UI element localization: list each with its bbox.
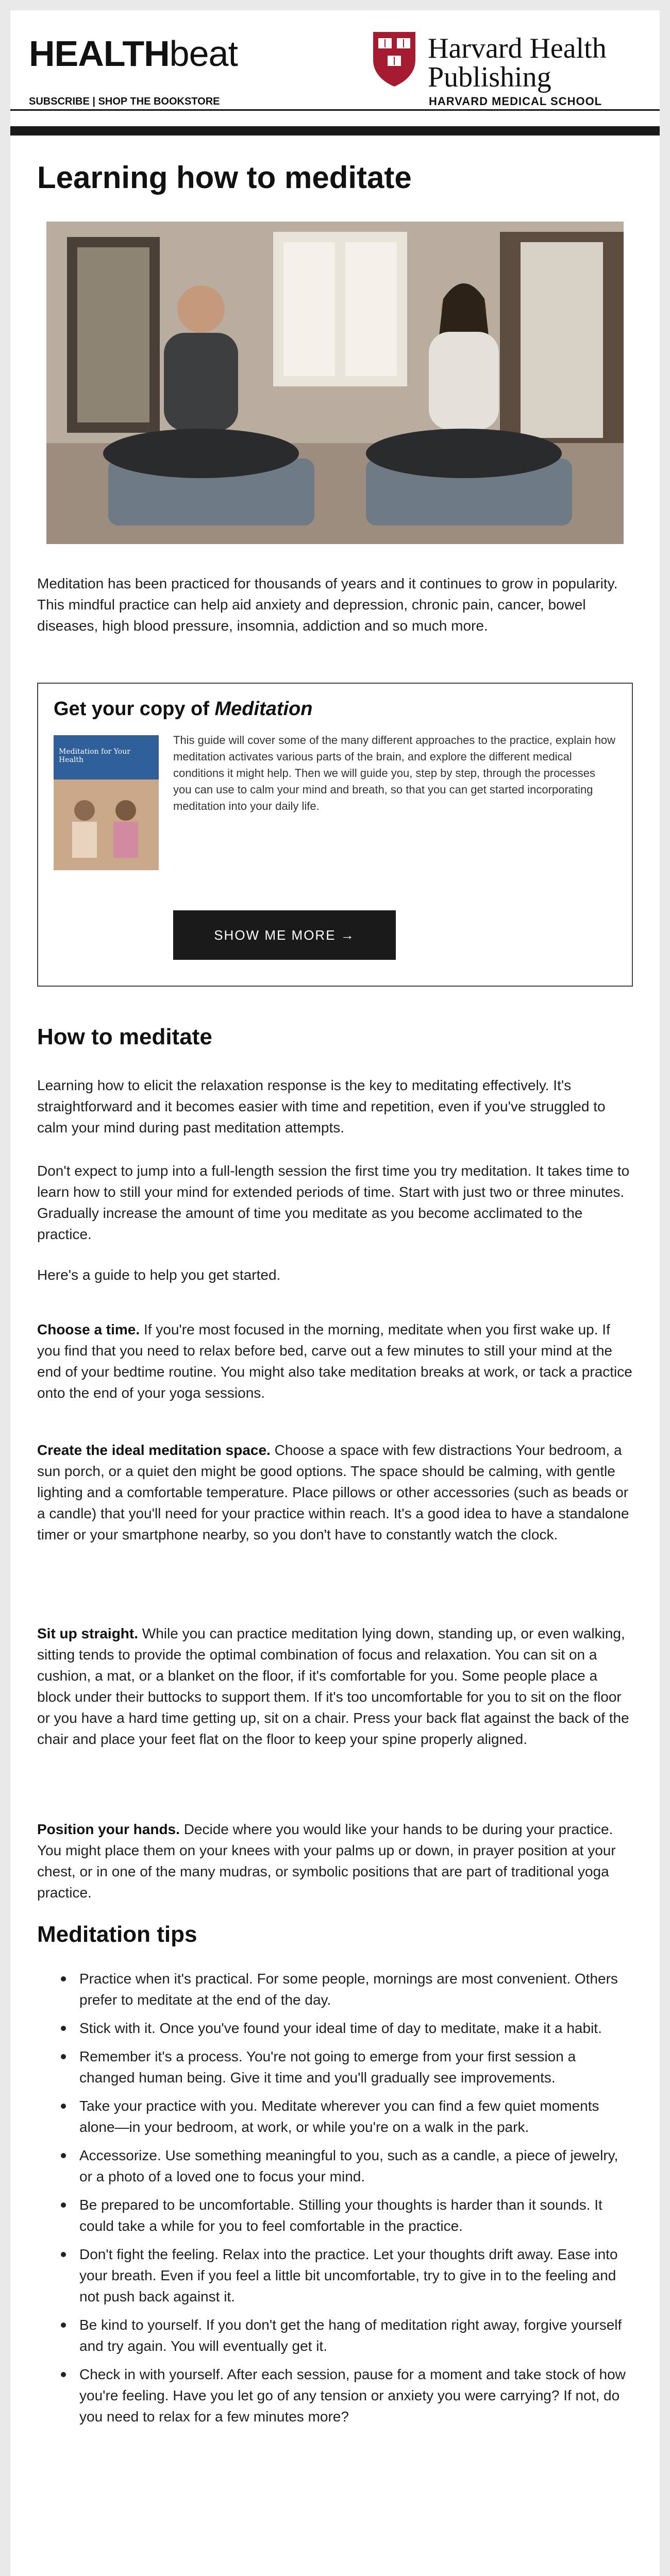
school-name: HARVARD MEDICAL SCHOOL [429, 95, 602, 108]
email-header [10, 10, 660, 121]
step-sit-straight [37, 1623, 635, 1750]
step-text: While you can practice meditation lying down, standing up, or even walking, sitting tends to provide the optimal combination of focus and relaxation. You can sit on a cushion, a mat, or a blanket on the floor, if it's comfortable for you. Some people place a block under their buttocks to support them. If it's too uncomfortable for you to sit on the floor or you have a hard time getting up, sit on a chair. Press your back flat against the back of the chair and place your feet flat on the floor to keep your spine properly aligned. [37, 1625, 629, 1747]
subscribe-link[interactable]: SUBSCRIBE [29, 96, 90, 107]
paragraph-3: Here's a guide to help you get started. [37, 1267, 281, 1283]
list-item: Don't fight the feeling. Relax into the practice. Let your thoughts drift away. Ease into your breath. Even if you feel a little bit uncomfortable, try to give in to the feeling and not push back against it. [37, 2244, 635, 2307]
header-black-bar [10, 126, 660, 135]
step-text: If you're most focused in the morning, meditate when you first wake up. If you find that you need to relax before bed, carve out a few minutes to still your mind at the end of your bedtime routine. You might also take meditation breaks at work, or tack a practice onto the end of your yoga sessions. [37, 1321, 632, 1401]
promo-title [54, 698, 312, 720]
bookstore-link[interactable]: SHOP THE BOOKSTORE [98, 96, 220, 107]
harvard-shield-icon [371, 30, 417, 88]
step-lead: Position your hands. [37, 1821, 180, 1837]
step-text: Choose a space with few distractions Your bedroom, a sun porch, or a quiet den might be good options. The space should be calming, with gentle lighting and a comfortable temperature. Place pillows or other accessories (such as beads or a candle) that you'll need for your practice within reach. It's a good idea to have a standalone timer or your smartphone nearby, so you don't have to constantly watch the clock. [37, 1442, 629, 1543]
header-divider [10, 109, 660, 111]
logo-regular: beat [169, 33, 238, 74]
list-item: Stick with it. Once you've found your ideal time of day to meditate, make it a habit. [37, 2018, 635, 2039]
step-text: Decide where you would like your hands to be during your practice. You might place them on your knees with your palms up or down, in prayer position at your chest, or in one of the many mudras, or symbolic positions that are part of traditional yoga practice. [37, 1821, 616, 1901]
section-heading-tips: Meditation tips [37, 1922, 197, 1947]
healthbeat-logo[interactable] [29, 33, 238, 74]
publisher-name[interactable] [428, 34, 607, 92]
show-me-more-button[interactable]: SHOW ME MORE → [173, 910, 396, 960]
promo-title-book: Meditation [214, 698, 313, 720]
promo-cover-photo [54, 779, 159, 870]
step-lead: Choose a time. [37, 1321, 140, 1337]
hero-image [46, 222, 624, 544]
header-separator: | [92, 96, 95, 107]
logo-bold: HEALTH [29, 33, 170, 74]
list-item: Practice when it's practical. For some people, mornings are most convenient. Others prefer to meditate at the end of the day. [37, 1968, 635, 2010]
publisher-line1: Harvard Health [428, 32, 607, 64]
step-create-space [37, 1439, 635, 1545]
promo-title-prefix: Get your copy of [54, 698, 215, 720]
promo-box [37, 683, 633, 987]
list-item: Check in with yourself. After each session, pause for a moment and take stock of how you're feeling. Have you let go of any tension or anxiety you were carrying? If not, do you need to relax for a few minutes more? [37, 2364, 635, 2427]
step-choose-time [37, 1319, 635, 1403]
paragraph-1: Learning how to elicit the relaxation response is the key to meditating effectively. It's straightforward and it becomes easier with time and repetition, even if you've struggled to calm your mind during past meditation attempts. [37, 1077, 606, 1136]
step-lead: Create the ideal meditation space. [37, 1442, 271, 1458]
section-heading-how-to: How to meditate [37, 1024, 212, 1049]
intro-paragraph: Meditation has been practiced for thousands of years and it continues to grow in popularity. This mindful practice can help aid anxiety and depression, chronic pain, cancer, bowel diseases, high blood pressure, insomnia, addiction and so much more. [37, 575, 618, 634]
article-title: Learning how to meditate [37, 160, 412, 195]
list-item: Be prepared to be uncomfortable. Stilling your thoughts is harder than it sounds. It could take a while for you to feel comfortable in the practice. [37, 2194, 635, 2236]
promo-description: This guide will cover some of the many different approaches to the practice, explain how meditation activates various parts of the brain, and explore the different medical conditions it might help. Then we will guide you, step by step, through the processes you can use to calm your mind and breath, so that you can get started incorporating meditation into your daily life. [173, 734, 616, 812]
step-position-hands [37, 1819, 635, 1903]
paragraph-2: Don't expect to jump into a full-length session the first time you try meditation. It takes time to learn how to still your mind for extended periods of time. Start with just two or three minutes. Gradually increase the amount of time you meditate as you become acclimated to the practice. [37, 1163, 630, 1242]
list-item: Take your practice with you. Meditate wherever you can find a few quiet moments alone—in your bedroom, at work, or while you're on a walk in the park. [37, 2095, 635, 2138]
list-item: Accessorize. Use something meaningful to you, such as a candle, a piece of jewelry, or a photo of a loved one to focus your mind. [37, 2145, 635, 2187]
step-lead: Sit up straight. [37, 1625, 138, 1641]
email-canvas [10, 10, 660, 2576]
promo-cover-title: Meditation for Your Health [59, 748, 130, 764]
publisher-line2: Publishing [428, 61, 551, 93]
header-links [29, 96, 220, 108]
tips-list [37, 1968, 635, 2434]
promo-book-cover[interactable] [54, 735, 159, 870]
list-item: Be kind to yourself. If you don't get the hang of meditation right away, forgive yourself and try again. You will eventually get it. [37, 2314, 635, 2357]
list-item: Remember it's a process. You're not going to emerge from your first session a changed human being. Give it time and you'll gradually see improvements. [37, 2046, 635, 2088]
